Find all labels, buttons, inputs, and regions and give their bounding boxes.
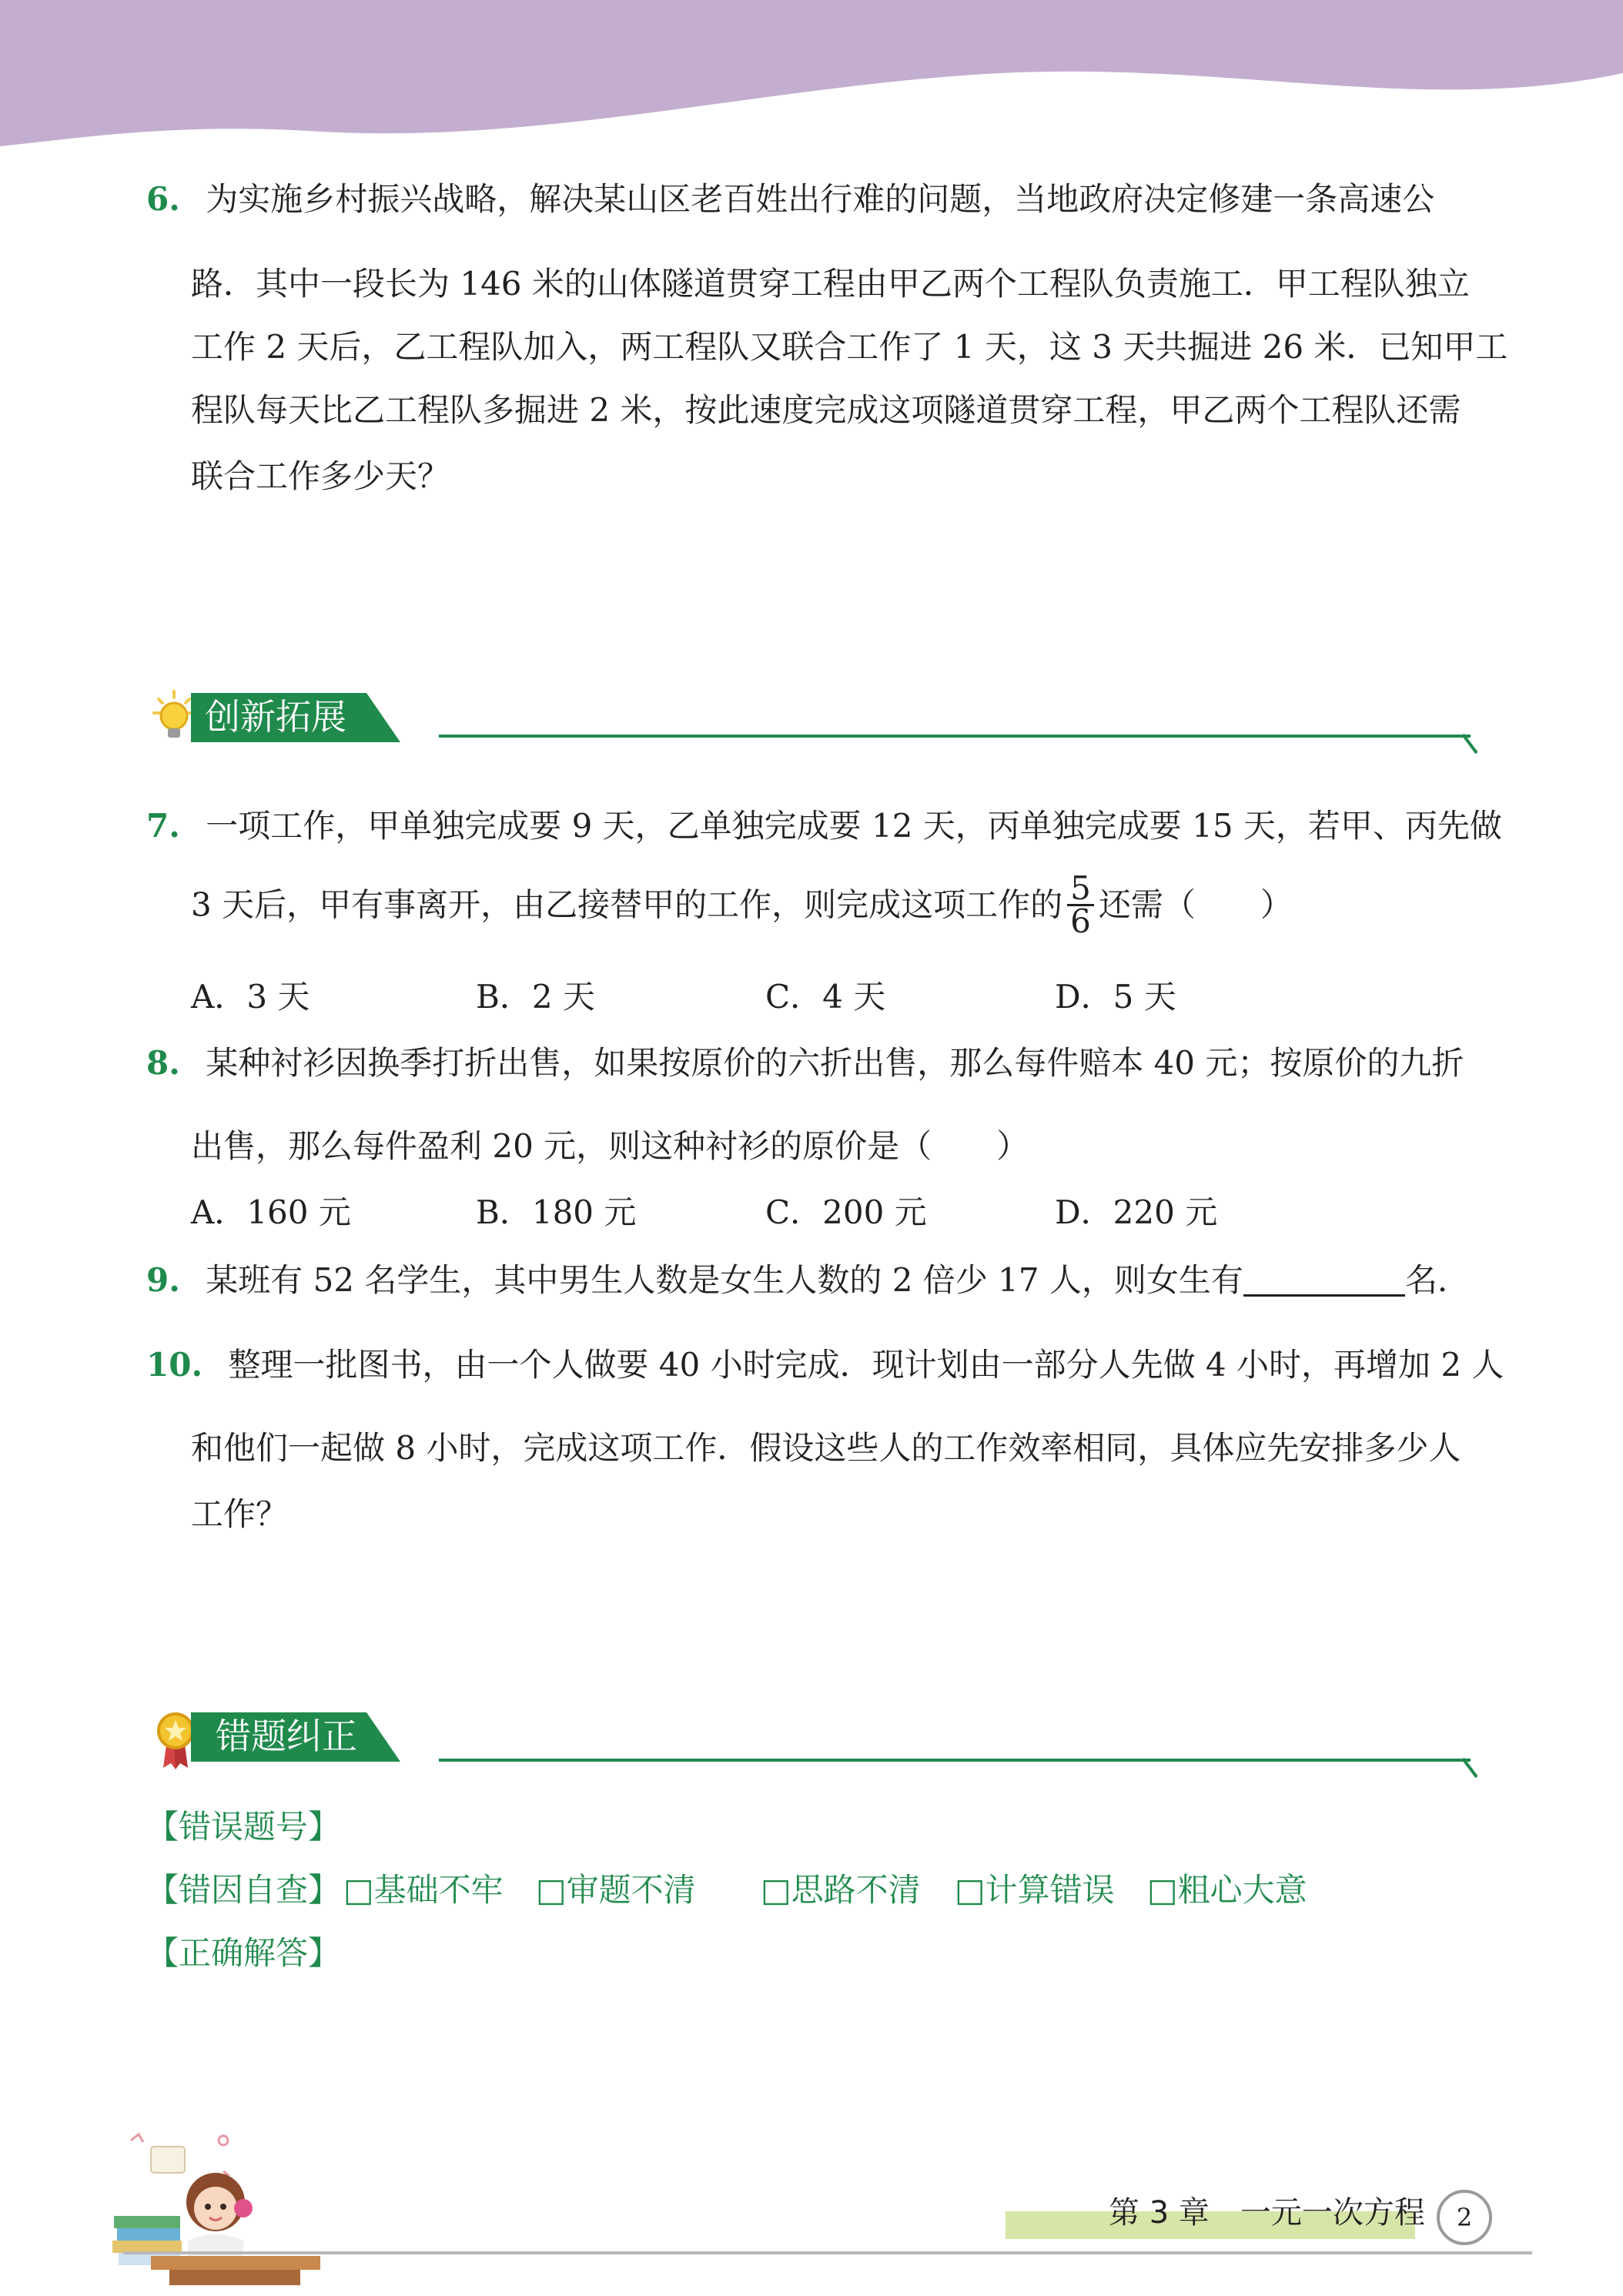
question-text: 工作 2 天后，乙工程队加入，两工程队又联合工作了 1 天，这 3 天共掘进 26 米．已知甲工 xyxy=(191,328,1508,366)
question-text: 某班有 52 名学生，其中男生人数是女生人数的 2 倍少 17 人，则女生有 xyxy=(206,1261,1243,1299)
question-text: 还需（ ） xyxy=(1098,885,1293,924)
cause-checkbox-calculation[interactable]: □计算错误 xyxy=(955,1871,1115,1909)
question-text: 3 天后，甲有事离开，由乙接替甲的工作，则完成这项工作的 xyxy=(191,885,1063,924)
section-divider-line xyxy=(439,1759,1471,1762)
divider-end-hook xyxy=(1461,733,1478,756)
question-text: 一项工作，甲单独完成要 9 天，乙单独完成要 12 天，丙单独完成要 15 天，若甲、丙先做 xyxy=(206,807,1502,845)
student-with-books-illustration xyxy=(108,2125,323,2287)
question-text: 名． xyxy=(1404,1261,1470,1299)
fraction xyxy=(1067,869,1094,940)
section-title: 错题纠正 xyxy=(216,1715,357,1757)
question-text: 路．其中一段长为 146 米的山体隧道贯穿工程由甲乙两个工程队负责施工．甲工程队独立 xyxy=(191,265,1470,303)
wrong-number-label: 【错误题号】 xyxy=(146,1808,341,1846)
question-10-first-line xyxy=(146,1346,1504,1384)
section-divider-line xyxy=(439,735,1471,738)
header-wave-decoration xyxy=(0,0,1623,154)
section-title: 创新拓展 xyxy=(205,696,346,738)
question-text: 某种衬衫因换季打折出售，如果按原价的六折出售，那么每件赔本 40 元；按原价的九折 xyxy=(206,1044,1464,1082)
question-text: 整理一批图书，由一个人做要 40 小时完成．现计划由一部分人先做 4 小时，再增加 2 人 xyxy=(228,1346,1504,1384)
option-b[interactable]: B．180 元 xyxy=(476,1193,637,1231)
cause-checkbox-thinking[interactable]: □思路不清 xyxy=(761,1871,921,1909)
question-text: 联合工作多少天？ xyxy=(191,457,450,495)
question-number: 9. xyxy=(146,1261,180,1299)
cause-checkbox-basics[interactable]: □基础不牢 xyxy=(343,1871,504,1909)
divider-end-hook xyxy=(1461,1757,1478,1780)
question-6-first-line xyxy=(146,180,1435,218)
fraction-numerator: 5 xyxy=(1067,873,1094,906)
question-9 xyxy=(146,1261,1470,1299)
option-a[interactable]: A．160 元 xyxy=(191,1193,351,1231)
footer-chapter-title: 第 3 章 一元一次方程 xyxy=(1109,2195,1425,2231)
option-c[interactable]: C．200 元 xyxy=(765,1193,927,1231)
question-text: 为实施乡村振兴战略，解决某山区老百姓出行难的问题，当地政府决定修建一条高速公 xyxy=(206,180,1435,218)
option-d[interactable]: D．220 元 xyxy=(1055,1193,1218,1231)
question-text: 程队每天比乙工程队多掘进 2 米，按此速度完成这项隧道贯穿工程，甲乙两个工程队还需 xyxy=(191,391,1461,429)
cause-label: 【错因自查】 xyxy=(146,1871,341,1909)
question-text: 出售，那么每件盈利 20 元，则这种衬衫的原价是（ ） xyxy=(191,1127,1029,1165)
option-d[interactable]: D．5 天 xyxy=(1055,978,1176,1016)
correct-answer-label: 【正确解答】 xyxy=(146,1934,341,1972)
cause-checkbox-carelessness[interactable]: □粗心大意 xyxy=(1147,1871,1307,1909)
option-c[interactable]: C．4 天 xyxy=(765,978,886,1016)
question-text: 工作？ xyxy=(191,1495,289,1533)
option-a[interactable]: A．3 天 xyxy=(191,978,310,1016)
question-7-second-line xyxy=(191,869,1293,940)
question-8-first-line xyxy=(146,1044,1464,1082)
footer-rule xyxy=(123,2251,1532,2254)
question-text: 和他们一起做 8 小时，完成这项工作．假设这些人的工作效率相同，具体应先安排多少人 xyxy=(191,1429,1461,1467)
fraction-denominator: 6 xyxy=(1070,902,1091,940)
question-number: 10. xyxy=(146,1346,203,1384)
cause-checkbox-reading[interactable]: □审题不清 xyxy=(536,1871,696,1909)
question-number: 6. xyxy=(146,180,180,218)
option-b[interactable]: B．2 天 xyxy=(476,978,595,1016)
page-number: 2 xyxy=(1437,2190,1492,2245)
question-7-first-line xyxy=(146,807,1502,845)
question-number: 7. xyxy=(146,807,180,845)
question-number: 8. xyxy=(146,1044,180,1082)
answer-blank[interactable] xyxy=(1243,1265,1405,1297)
